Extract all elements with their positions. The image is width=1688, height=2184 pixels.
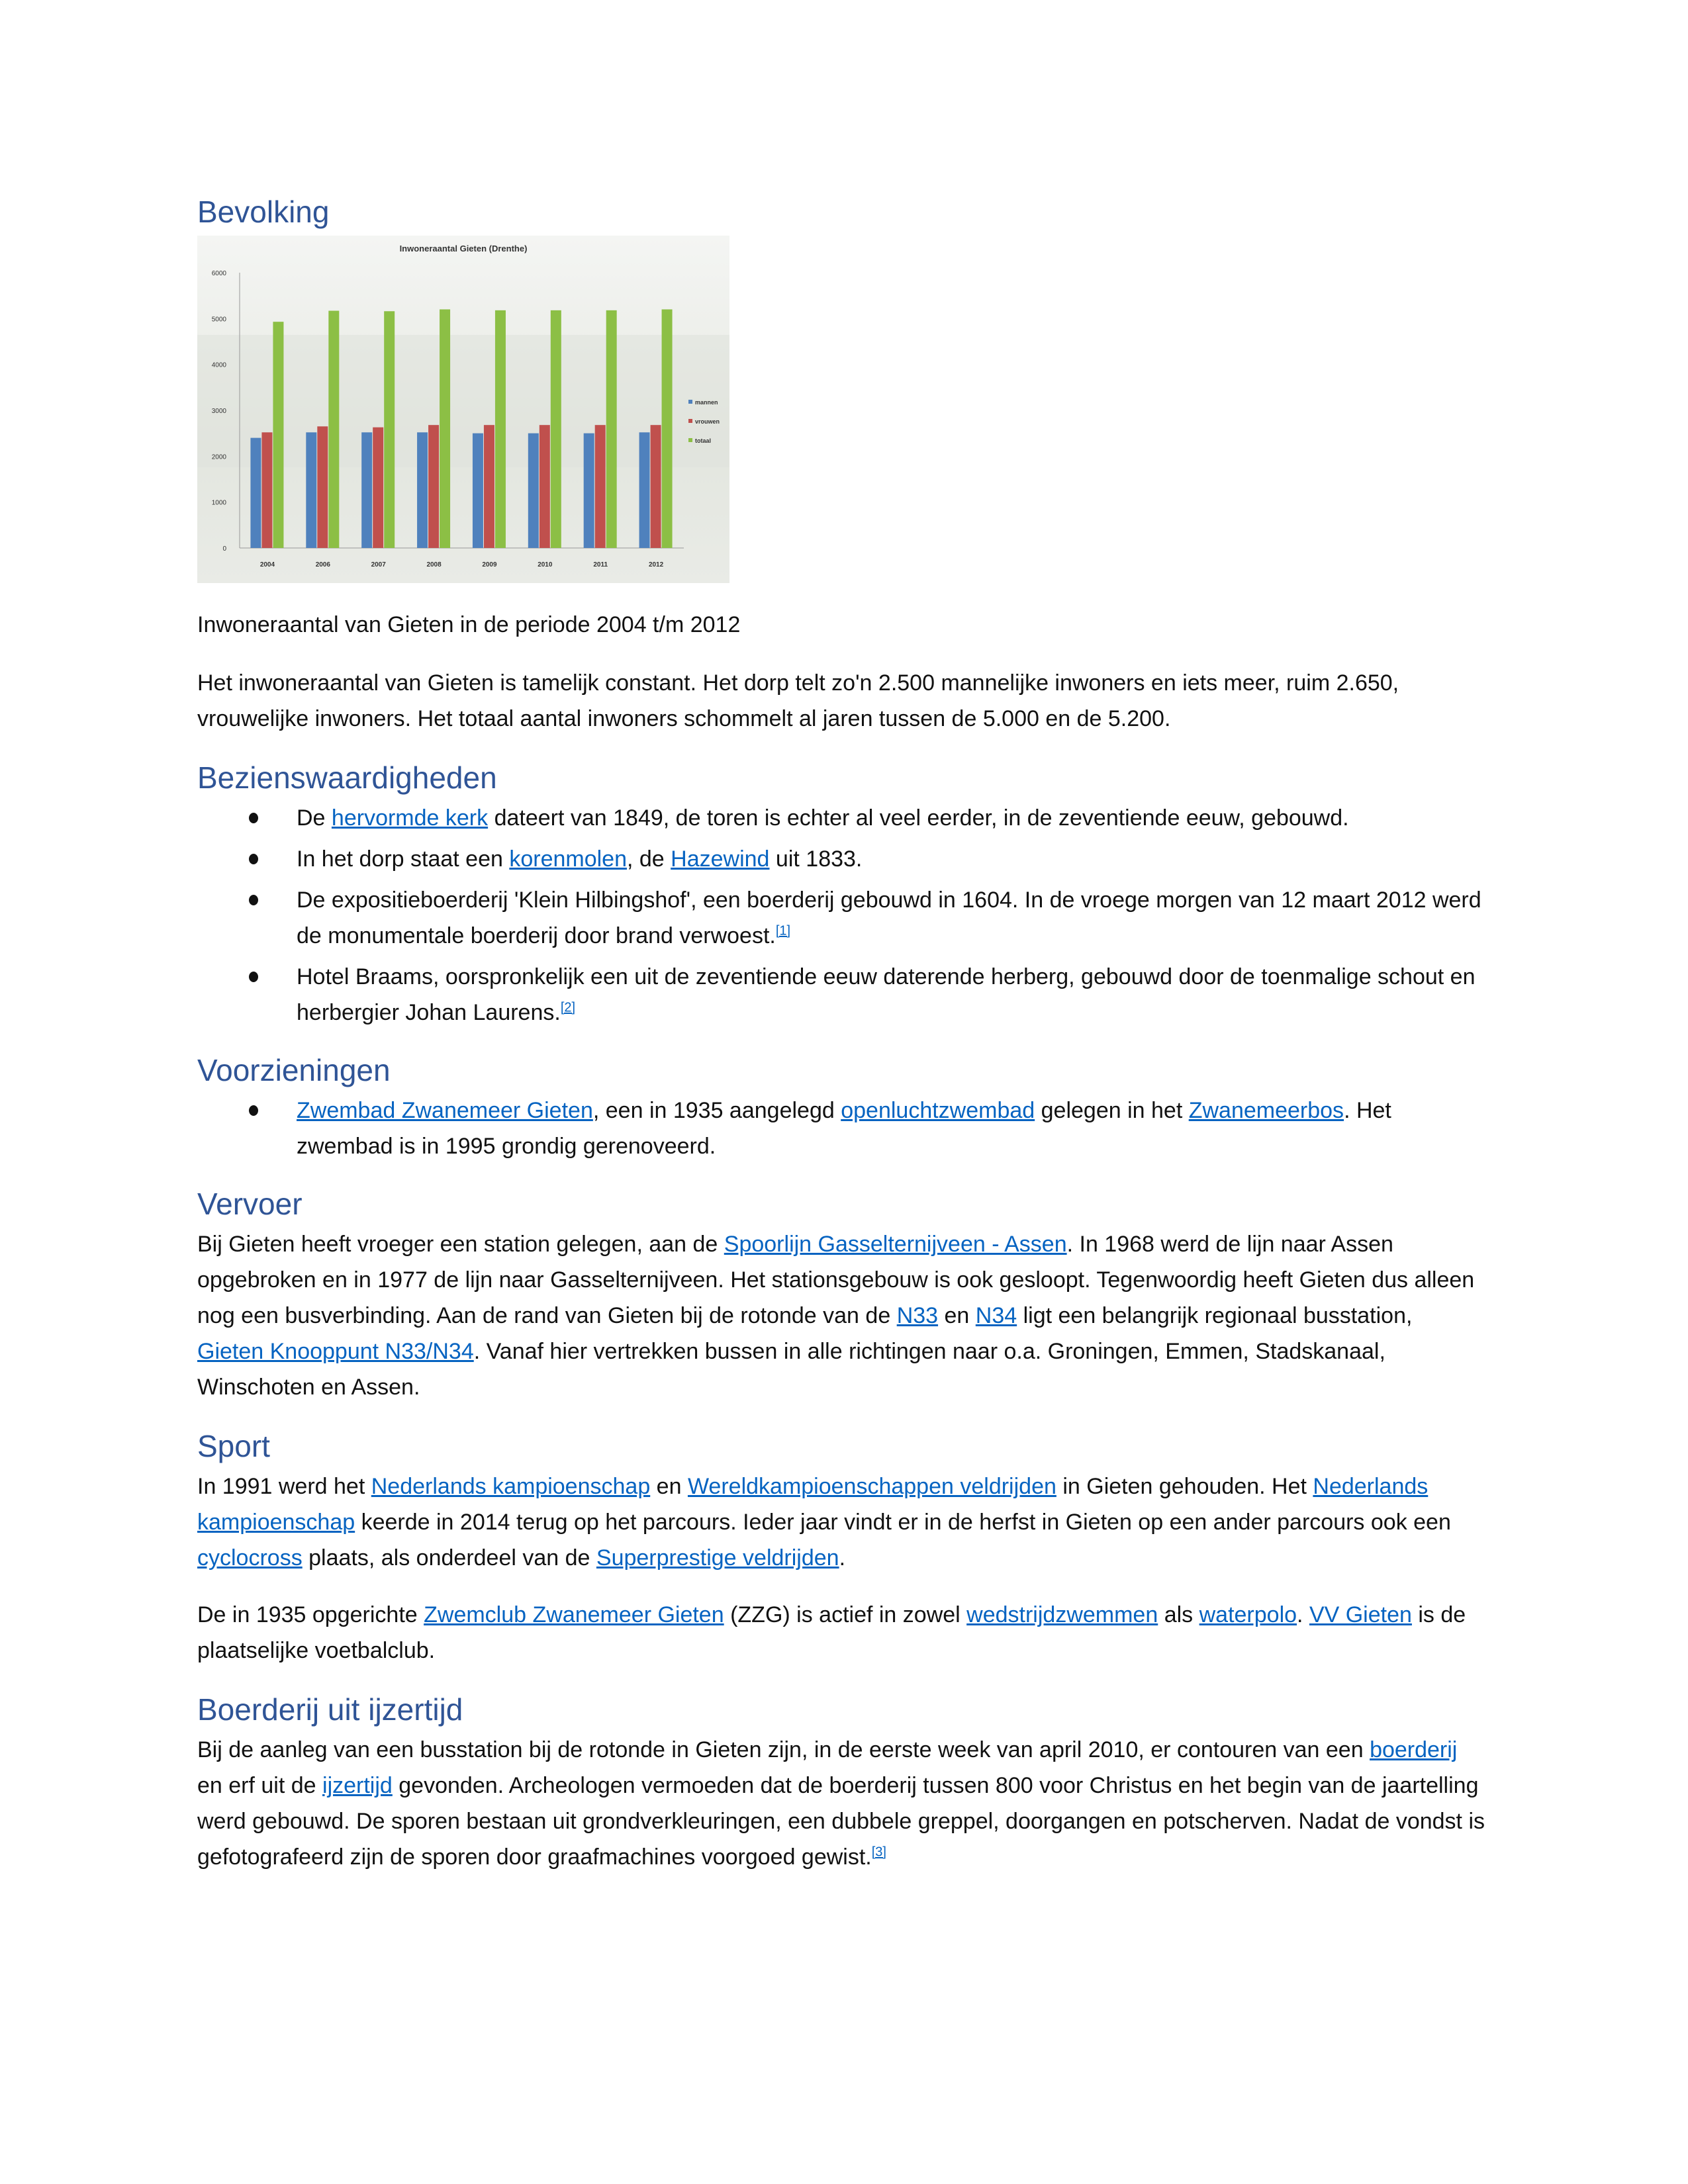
bar-totaal-2007 [384, 311, 395, 548]
bar-mannen-2009 [473, 433, 483, 548]
footnote-ref [776, 924, 790, 938]
bar-vrouwen-2010 [539, 425, 550, 548]
wiki-link[interactable]: Zwembad Zwanemeer Gieten [297, 1098, 593, 1123]
text-run: is de plaatselijke voetbalclub. [197, 1602, 1466, 1663]
bevolking-paragraph [197, 665, 1485, 737]
text-run: In het dorp staat een [297, 846, 510, 872]
bar-totaal-2008 [440, 309, 450, 548]
text-run: keerde in 2014 terug op het parcours. Ieder jaar vindt er in de herfst in Gieten op een ander parcours ook een [355, 1510, 1451, 1535]
bar-vrouwen-2006 [317, 426, 328, 548]
chart-title: Inwoneraantal Gieten (Drenthe) [399, 244, 528, 253]
text-run: en [650, 1474, 688, 1499]
wiki-link[interactable]: Zwemclub Zwanemeer Gieten [424, 1602, 724, 1627]
bar-mannen-2004 [250, 438, 261, 548]
text-run: De in 1935 opgerichte [197, 1602, 424, 1627]
list-item [297, 959, 1485, 1030]
vervoer-paragraph [197, 1226, 1485, 1405]
x-tick-label: 2009 [482, 561, 497, 569]
heading-bevolking: Bevolking [197, 195, 330, 229]
y-tick-label: 0 [222, 545, 226, 553]
text-run: . Vanaf hier vertrekken bussen in alle richtingen naar o.a. Groningen, Emmen, Stadskanaal, Winschoten en Assen. [197, 1339, 1385, 1400]
text-run: en erf uit de [197, 1773, 323, 1798]
y-tick-label: 3000 [211, 408, 226, 415]
wiki-link[interactable]: hervormde kerk [331, 805, 489, 831]
text-run: . Het zwembad is in 1995 grondig gerenoveerd. [297, 1098, 1391, 1159]
list-item [297, 882, 1485, 954]
heading-voorzieningen: Voorzieningen [197, 1053, 391, 1087]
wiki-link[interactable]: Nederlands kampioenschap [197, 1474, 1429, 1535]
bar-vrouwen-2008 [428, 425, 439, 548]
list-item [297, 841, 1485, 877]
text-run: als [1158, 1602, 1199, 1627]
wiki-link[interactable]: Spoorlijn Gasselternijveen - Assen [724, 1232, 1067, 1257]
y-tick-label: 2000 [211, 453, 226, 461]
text-run: dateert van 1849, de toren is echter al veel eerder, in de zeventiende eeuw, gebouwd. [488, 805, 1349, 831]
legend-label-totaal: totaal [695, 437, 712, 444]
bar-vrouwen-2011 [595, 425, 606, 548]
wiki-link[interactable]: Zwanemeerbos [1188, 1098, 1344, 1123]
text-run: plaats, als onderdeel van de [302, 1545, 596, 1570]
bar-mannen-2010 [528, 433, 539, 548]
legend-swatch-vrouwen [688, 419, 692, 423]
heading-bezienswaardigheden: Bezienswaardigheden [197, 760, 497, 795]
text-run: (ZZG) is actief in zowel [724, 1602, 967, 1627]
legend-label-vrouwen: vrouwen [695, 418, 720, 425]
text-run: Bij Gieten heeft vroeger een station gelegen, aan de [197, 1232, 724, 1257]
x-tick-label: 2006 [315, 561, 330, 569]
chart-caption: Inwoneraantal van Gieten in de periode 2004 t/m 2012 [197, 612, 741, 637]
text-run: Bij de aanleg van een busstation bij de rotonde in Gieten zijn, in de eerste week van april 2010, er contouren van een [197, 1737, 1370, 1762]
x-tick-label: 2010 [538, 561, 553, 569]
wiki-link[interactable]: Gieten Knooppunt N33/N34 [197, 1339, 474, 1364]
x-tick-label: 2012 [648, 561, 664, 569]
heading-boerderij: Boerderij uit ijzertijd [197, 1692, 463, 1727]
document-page [197, 192, 1485, 1896]
bar-mannen-2007 [361, 432, 372, 548]
text-run: , de [627, 846, 671, 872]
bar-mannen-2011 [584, 433, 594, 548]
text-run: Hotel Braams, oorspronkelijk een uit de zeventiende eeuw daterende herberg, gebouwd door de toenmalige schout en herbergier Johan Laurens. [297, 964, 1476, 1025]
bar-vrouwen-2009 [484, 425, 494, 548]
boerderij-paragraph [197, 1732, 1485, 1875]
footnote-link[interactable]: [3] [871, 1844, 886, 1860]
bar-mannen-2006 [306, 432, 316, 548]
wiki-link[interactable]: N34 [975, 1303, 1017, 1328]
y-tick-label: 6000 [211, 270, 226, 277]
bar-vrouwen-2007 [373, 428, 383, 548]
population-bar-chart [197, 236, 729, 583]
bar-totaal-2004 [273, 322, 283, 548]
sport-paragraph-1 [197, 1469, 1485, 1576]
text-run: . In 1968 werd de lijn naar Assen opgebroken en in 1977 de lijn naar Gasselternijveen. Het stationsgebouw is ook gesloopt. Tegenwoordig heeft Gieten dus alleen nog een busverbinding. Aan de rand van Gieten bij de rotonde van de [197, 1232, 1475, 1328]
wiki-link[interactable]: N33 [896, 1303, 939, 1328]
text-run: Het inwoneraantal van Gieten is tamelijk constant. Het dorp telt zo'n 2.500 mannelijke inwoners en iets meer, ruim 2.650, vrouwelijke inwoners. Het totaal aantal inwoners schommelt al jaren tussen de 5.000 en de 5.200. [197, 670, 1399, 731]
wiki-link[interactable]: wedstrijdzwemmen [966, 1602, 1158, 1627]
text-run: ligt een belangrijk regionaal busstation, [1017, 1303, 1413, 1328]
text-run: gevonden. Archeologen vermoeden dat de boerderij tussen 800 voor Christus en het begin van de jaartelling werd gebouwd. De sporen bestaan uit grondverkleuringen, een dubbele greppel, doorgangen en potscherven. Nadat de vondst is gefotografeerd zijn de sporen door graafmachines voorgoed gewist. [197, 1773, 1485, 1870]
wiki-link[interactable]: Superprestige veldrijden [596, 1545, 839, 1570]
wiki-link[interactable]: cyclocross [197, 1545, 303, 1570]
wiki-link[interactable]: boerderij [1370, 1737, 1458, 1762]
footnote-link[interactable]: [1] [775, 923, 791, 938]
bar-mannen-2008 [417, 432, 428, 548]
legend-label-mannen: mannen [695, 399, 718, 406]
bar-totaal-2006 [328, 311, 339, 548]
heading-sport: Sport [197, 1429, 270, 1463]
text-run: De [297, 805, 332, 831]
x-tick-label: 2011 [593, 561, 608, 569]
list-item [297, 1093, 1485, 1164]
y-tick-label: 5000 [211, 316, 226, 324]
heading-vervoer: Vervoer [197, 1187, 303, 1221]
bar-totaal-2011 [606, 310, 617, 548]
text-run: gelegen in het [1035, 1098, 1189, 1123]
bar-mannen-2012 [639, 432, 650, 548]
y-tick-label: 4000 [211, 361, 226, 369]
footnote-link[interactable]: [2] [560, 1000, 576, 1015]
wiki-link[interactable]: openluchtzwembad [841, 1098, 1035, 1123]
bezienswaardigheden-list [197, 800, 1485, 1030]
x-tick-label: 2008 [426, 561, 442, 569]
footnote-ref [872, 1845, 886, 1860]
text-run: in Gieten gehouden. Het [1056, 1474, 1313, 1499]
bar-totaal-2009 [495, 310, 506, 548]
text-run: De expositieboerderij 'Klein Hilbingshof', een boerderij gebouwd in 1604. In de vroege morgen van 12 maart 2012 werd de monumentale boerderij door brand verwoest. [297, 887, 1481, 948]
text-run: en [938, 1303, 976, 1328]
text-run: . [839, 1545, 846, 1570]
wiki-link[interactable]: Hazewind [671, 846, 770, 872]
text-run: In 1991 werd het [197, 1474, 371, 1499]
y-tick-label: 1000 [211, 499, 226, 507]
bar-totaal-2012 [662, 309, 673, 548]
bar-vrouwen-2004 [261, 432, 272, 548]
bar-totaal-2010 [551, 310, 561, 548]
bar-vrouwen-2012 [651, 425, 661, 548]
wiki-link[interactable]: korenmolen [509, 846, 627, 872]
wiki-link[interactable]: waterpolo [1199, 1602, 1297, 1627]
legend-swatch-mannen [688, 400, 692, 404]
wiki-link[interactable]: ijzertijd [322, 1773, 393, 1798]
legend-swatch-totaal [688, 438, 692, 442]
text-run: , een in 1935 aangelegd [592, 1098, 841, 1123]
x-tick-label: 2007 [371, 561, 386, 569]
wiki-link[interactable]: Nederlands kampioenschap [371, 1474, 651, 1499]
list-item [297, 800, 1485, 836]
x-tick-label: 2004 [259, 561, 275, 569]
wiki-link[interactable]: Wereldkampioenschappen veldrijden [687, 1474, 1056, 1499]
wiki-link[interactable]: VV Gieten [1309, 1602, 1412, 1627]
text-run: uit 1833. [769, 846, 863, 872]
footnote-ref [561, 1001, 575, 1015]
voorzieningen-list [197, 1093, 1485, 1164]
sport-paragraph-2 [197, 1597, 1485, 1668]
text-run: . [1297, 1602, 1309, 1627]
